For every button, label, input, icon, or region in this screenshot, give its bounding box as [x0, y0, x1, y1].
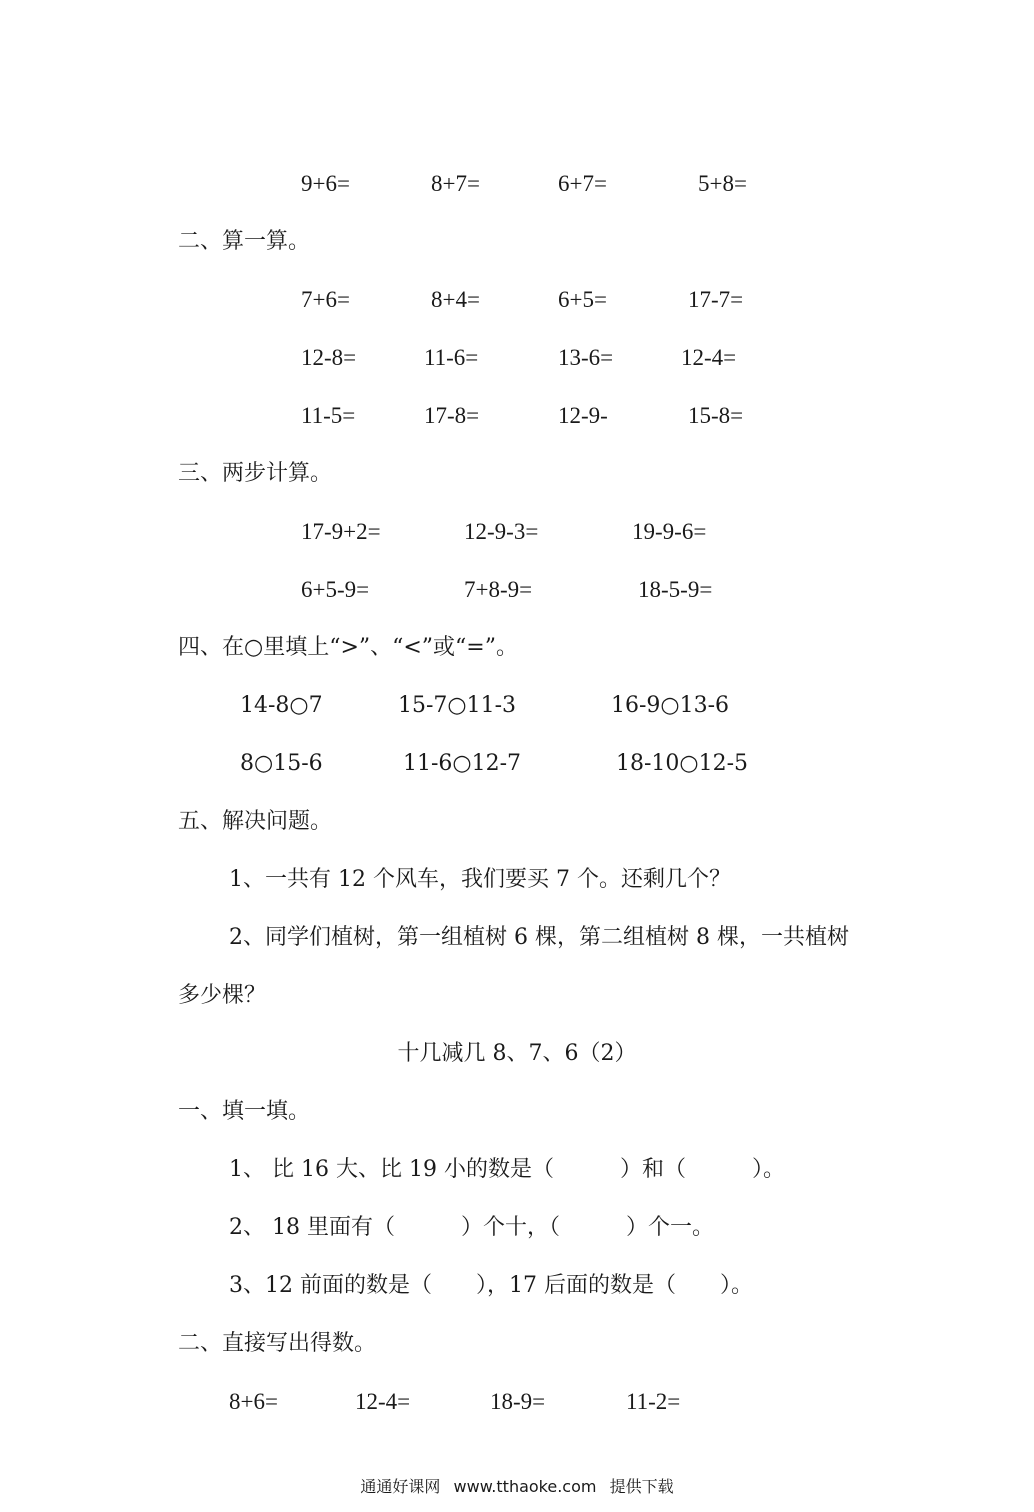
- equation: 9+6=: [301, 171, 350, 196]
- section-heading-direct-answer: 二、直接写出得数。: [178, 1331, 377, 1356]
- equation: 17-7=: [688, 287, 744, 312]
- equation: 13-6=: [558, 345, 614, 370]
- lesson-title: 十几减几 8、7、6（2）: [397, 1041, 637, 1066]
- equation: 19-9-6=: [632, 519, 707, 544]
- footer-suffix: 提供下载: [609, 1477, 674, 1496]
- section-heading-two-step: 三、两步计算。: [178, 461, 333, 486]
- equation: 12-8=: [301, 345, 357, 370]
- section-heading-calculate: 二、算一算。: [178, 229, 311, 254]
- equation: 6+7=: [558, 171, 607, 196]
- equation: 17-9+2=: [301, 519, 381, 544]
- equation: 7+8-9=: [464, 577, 533, 602]
- equation: 7+6=: [301, 287, 350, 312]
- fill-in-item-3: 3、12 前面的数是（ ），17 后面的数是（ ）。: [229, 1273, 753, 1298]
- comparison-item: 11-6○12-7: [403, 751, 522, 776]
- word-problem-2-line-2: 多少棵？: [178, 983, 267, 1008]
- word-problem-2-line-1: 2、同学们植树，第一组植树 6 棵，第二组植树 8 棵，一共植树: [229, 925, 849, 950]
- equation: 5+8=: [698, 171, 747, 196]
- equation: 12-9-: [558, 403, 608, 428]
- equation: 6+5-9=: [301, 577, 370, 602]
- comparison-item: 18-10○12-5: [616, 751, 749, 776]
- equation: 12-4=: [355, 1389, 411, 1414]
- equation: 11-6=: [424, 345, 479, 370]
- equation: 12-9-3=: [464, 519, 539, 544]
- section-heading-fill-in: 一、填一填。: [178, 1099, 311, 1124]
- footer-site-name: 通通好课网: [360, 1477, 441, 1496]
- page-footer: [0, 1476, 1034, 1498]
- comparison-item: 14-8○7: [240, 693, 323, 718]
- equation: 11-2=: [626, 1389, 681, 1414]
- fill-in-item-2: 2、 18 里面有（ ）个十，（ ）个一。: [229, 1215, 714, 1240]
- equation: 8+7=: [431, 171, 480, 196]
- fill-in-item-1: 1、 比 16 大、比 19 小的数是（ ）和（ ）。: [229, 1157, 785, 1182]
- comparison-item: 16-9○13-6: [611, 693, 730, 718]
- equation: 18-9=: [490, 1389, 546, 1414]
- comparison-item: 15-7○11-3: [398, 693, 517, 718]
- equation: 11-5=: [301, 403, 356, 428]
- equation: 6+5=: [558, 287, 607, 312]
- equation: 15-8=: [688, 403, 744, 428]
- section-heading-problems: 五、解决问题。: [178, 809, 333, 834]
- equation: 8+6=: [229, 1389, 278, 1414]
- section-heading-compare: 四、在○里填上“>”、“<”或“=”。: [178, 635, 518, 660]
- equation: 18-5-9=: [638, 577, 713, 602]
- comparison-item: 8○15-6: [240, 751, 323, 776]
- footer-url[interactable]: www.tthaoke.com: [453, 1477, 597, 1496]
- equation: 8+4=: [431, 287, 480, 312]
- equation: 17-8=: [424, 403, 480, 428]
- word-problem-1: 1、一共有 12 个风车，我们要买 7 个。还剩几个？: [229, 867, 731, 892]
- equation: 12-4=: [681, 345, 737, 370]
